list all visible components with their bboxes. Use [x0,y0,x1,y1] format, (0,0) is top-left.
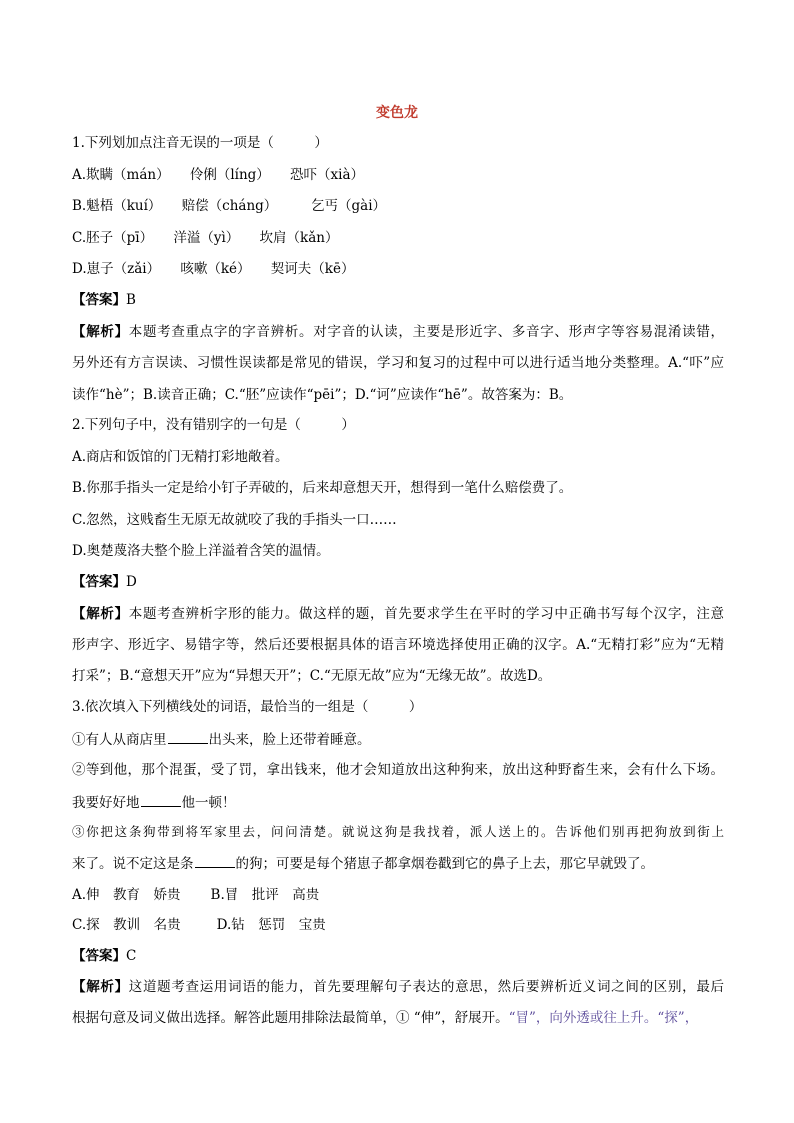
analysis-tag: 【解析】 [72,979,129,995]
analysis-text: 根据句意及词义做出选择。解答此题用排除法最简单，① “伸”，舒展开。 [72,1010,509,1026]
answer-tag: 【答案】 [72,292,126,308]
q1-stem: 1.下列划加点注音无误的一项是（ ） [72,135,328,151]
analysis-tag: 【解析】 [72,606,129,622]
q1-option-b: B.魁梧（kuí） 赔偿（cháng） 乞丐（gài） [72,198,387,214]
answer-tag: 【答案】 [72,574,126,590]
q2-option-b: B.你那手指头一定是给小钉子弄破的，后来却意想天开，想得到一笔什么赔偿费了。 [72,480,573,496]
analysis-text: 本题考查辨析字形的能力。做这样的题，首先要求学生在平时的学习中正确书写每个汉字，注意 [128,606,725,622]
q3-answer [72,946,724,966]
q1-analysis-line2: 另外还有方言误读、习惯性误读都是常见的错误，学习和复习的过程中可以进行适当地分类整理。A.“吓”应 [72,355,724,371]
fill-blank [141,792,181,807]
fill-blank [168,729,208,744]
q2-stem: 2.下列句子中，没有错别字的一句是（ ） [72,417,355,433]
q3-sentence-2-line2 [72,792,724,813]
sentence-text: 他一顿！ [181,795,236,811]
sentence-text: 的狗；可要是每个猪崽子都拿烟卷戳到它的鼻子上去，那它早就毁了。 [235,856,654,872]
q3-option-a: A.伸 教育 娇贵 [72,887,181,903]
analysis-highlight-text: “冒”，向外透或往上升。“探”， [508,1010,699,1026]
q3-options-row1 [72,885,724,905]
q3-analysis-line2 [72,1008,724,1028]
q1-analysis-line3: 读作“hè”；B.读音正确；C.“胚”应读作“pēi”；D.“诃”应读作“hē”。故答案为：B。 [72,387,573,403]
q2-analysis-line2: 形声字、形近字、易错字等，然后还要根据具体的语言环境选择使用正确的汉字。A.“无精打彩”应为“无精 [72,637,724,653]
q1-option-d: D.崽子（zǎi） 咳嗽（ké） 契诃夫（kē） [72,261,355,277]
q2-answer [72,572,724,592]
q2-analysis-line1 [72,604,724,624]
q3-option-c: C.探 教训 名贵 [72,917,181,933]
q3-stem: 3.依次填入下列横线处的词语，最恰当的一组是（ ） [72,699,423,715]
q3-option-b: B.冒 批评 高贵 [210,887,320,903]
answer-value: C [126,948,137,964]
q1-option-c: C.胚子（pī） 洋溢（yì） 坎肩（kǎn） [72,230,339,246]
q3-sentence-1 [72,729,724,750]
analysis-text: 本题考查重点字的字音辨析。对字音的认读，主要是形近字、多音字、形声字等容易混淆读错， [128,324,725,340]
sentence-text: 来了。说不定这是条 [72,856,194,872]
fill-blank [195,853,235,868]
q2-option-d: D.奥楚蔑洛夫整个脸上洋溢着含笑的温情。 [72,543,330,559]
q3-sentence-2-line1: ②等到他，那个混蛋，受了罚，拿出钱来，他才会知道放出这种狗来，放出这种野畜生来，会有什么下场。 [72,762,724,778]
q3-analysis-line1 [72,977,724,997]
q1-option-a: A.欺瞒（mán） 伶俐（líng） 恐吓（xià） [72,167,365,183]
q3-option-d: D.钻 惩罚 宝贵 [216,917,326,933]
q1-analysis-line1 [72,322,724,342]
q2-analysis-line3: 打采”；B.“意想天开”应为“异想天开”；C.“无原无故”应为“无缘无故”。故选D。 [72,668,552,684]
q3-sentence-3-line1: ③你把这条狗带到将军家里去，问问清楚。就说这狗是我找着，派人送上的。告诉他们别再把狗放到街上 [72,824,724,839]
q3-options-row2 [72,915,724,935]
sentence-text: ①有人从商店里 [72,732,167,748]
answer-value: D [126,574,137,590]
sentence-text: 出头来，脸上还带着睡意。 [208,732,371,748]
sentence-text: 我要好好地 [72,795,140,811]
q2-option-a: A.商店和饭馆的门无精打彩地敞着。 [72,449,289,465]
q1-answer [72,290,724,310]
analysis-tag: 【解析】 [72,324,129,340]
answer-tag: 【答案】 [72,948,126,964]
q2-option-c: C.忽然，这贱畜生无原无故就咬了我的手指头一口…… [72,512,397,528]
page-title: 变色龙 [376,105,418,121]
q3-sentence-3-line2 [72,853,724,874]
analysis-text: 这道题考查运用词语的能力，首先要理解句子表达的意思，然后要辨析近义词之间的区别，最后 [128,979,725,995]
answer-value: B [126,292,136,308]
